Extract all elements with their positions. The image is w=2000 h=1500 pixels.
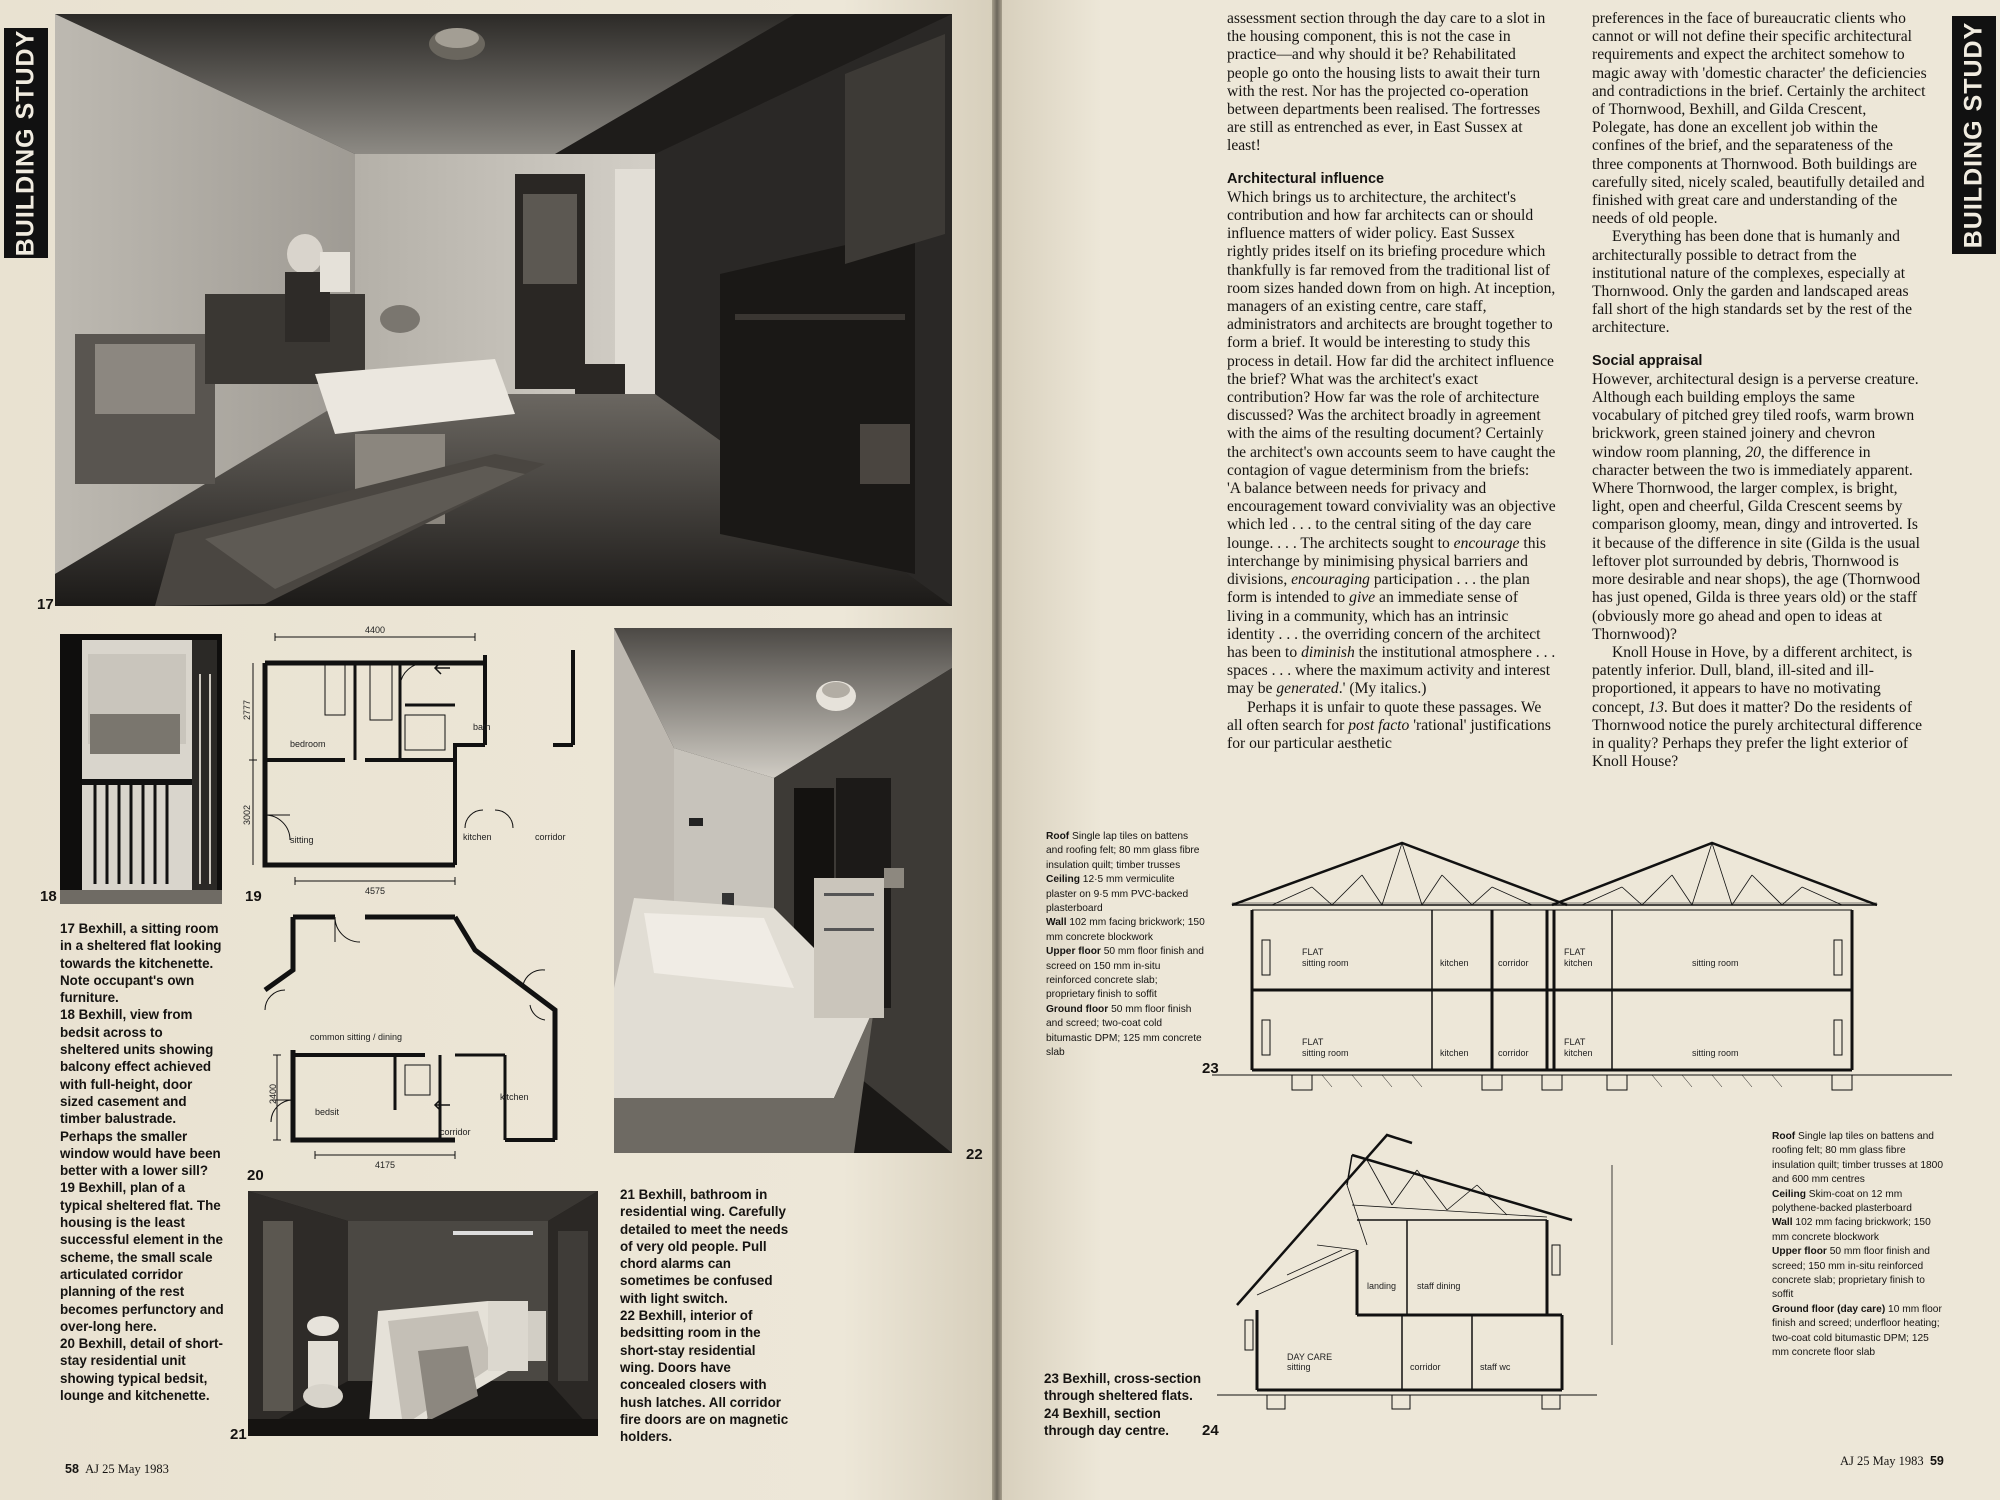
sec24-landing: landing: [1367, 1281, 1397, 1291]
col1-paragraph-3: Perhaps it is unfair to quote these passages. We all often search for post facto 'rational' justifications for our particular aesthetic: [1227, 698, 1551, 752]
figure-number-23: 23: [1202, 1060, 1219, 1077]
caption-figures-23-24: [1044, 1370, 1209, 1439]
article-column-1: [1227, 10, 1557, 753]
col2-paragraph-1: preferences in the face of bureaucratic clients who cannot or will not define their specific architectural requirements and expect the architect somehow to magic away with 'domestic character' the deficiencies and contradictions in the brief. Certainly the architect of Thornwood, Bexhill, and Gilda Crescent, Polegate, has done an excellent job within the confines of the brief, and the separateness of the three components at Thornwood. Both buildings are carefully sited, nicely scaled, beautifully detailed and finished with great care and understanding of the needs of old people.: [1592, 10, 1927, 228]
sec23-lower-sitting-1: sitting room: [1302, 1048, 1349, 1058]
bedroom-photo-image: [614, 628, 952, 1153]
spec23-item: Roof Single lap tiles on battens and roofing felt; 80 mm glass fibre insulation quilt; timber trusses: [1046, 831, 1200, 871]
caption-21: 21 Bexhill, bathroom in residential wing. Carefully detailed to meet the needs of very old people. Pull chord alarms can sometimes be confused with light switch.: [620, 1187, 789, 1306]
sec23-lower-flat-1: FLAT: [1302, 1037, 1324, 1047]
sec23-upper-flat-1: FLAT: [1302, 947, 1324, 957]
sitting-room-photo-image: [55, 14, 952, 606]
caption-24: 24 Bexhill, section through day centre.: [1044, 1405, 1169, 1438]
heading-social-appraisal: Social appraisal: [1592, 352, 1703, 369]
figure-number-21: 21: [230, 1426, 247, 1443]
photo-21-bathroom: [248, 1191, 598, 1436]
plan-19-sheltered-flat: [242, 625, 605, 896]
sec23-upper-corridor: corridor: [1498, 958, 1529, 968]
plan20-room-common-sitting-dining: common sitting / dining: [310, 1032, 403, 1042]
figure-number-17: 17: [37, 596, 54, 613]
photo-22-bedsitting-room: [614, 628, 952, 1153]
sec24-corridor: corridor: [1410, 1362, 1441, 1372]
sec23-upper-sitting-2: sitting room: [1692, 958, 1739, 968]
caption-18: 18 Bexhill, view from bedsit across to sheltered units showing balcony effect achieved with full-height, door sized casement and timber balustrade. Perhaps the smaller window would have been better with a lower sill?: [60, 1007, 221, 1179]
plan19-room-sitting: sitting: [290, 835, 314, 845]
article-column-2: [1592, 10, 1927, 771]
photo-18-balcony-door: [60, 634, 222, 904]
figure-number-19: 19: [245, 888, 262, 905]
col2-paragraph-2: Everything has been done that is humanly and architecturally possible to detract from the institutional nature of the complexes, especially at Thornwood. Only the garden and landscaped areas fall short of the high standards set by the rest of the architecture.: [1592, 228, 1913, 337]
figure-number-20: 20: [247, 1167, 264, 1184]
spec24-item: Wall 102 mm facing brickwork; 150 mm concrete blockwork: [1772, 1217, 1931, 1243]
spec24-item: Roof Single lap tiles on battens and roofing felt; 80 mm glass fibre insulation quilt; timber trusses at 1800 and 600 mm centres: [1772, 1131, 1944, 1186]
plan20-room-corridor: corridor: [440, 1127, 471, 1137]
figure-number-24: 24: [1202, 1422, 1219, 1439]
sec23-lower-flat-2: FLAT: [1564, 1037, 1586, 1047]
plan20-room-bedsit: bedsit: [315, 1107, 340, 1117]
left-page: [0, 0, 992, 1500]
folio-left: 58 AJ 25 May 1983: [65, 1462, 169, 1476]
sec23-upper-flat-2: FLAT: [1564, 947, 1586, 957]
sec24-sitting: sitting: [1287, 1362, 1311, 1372]
plan19-room-bath: bath: [473, 722, 491, 732]
spec-notes-section-24: [1772, 1130, 1947, 1361]
plan19-room-corridor: corridor: [535, 832, 566, 842]
sec23-upper-sitting-1: sitting room: [1302, 958, 1349, 968]
col1-paragraph-1: assessment section through the day care to a slot in the housing component, this is not the case in practice—and why should it be? Rehabilitated people go onto the housing lists to await their turn with the rest. Nor has the projected co-operation between departments been realised. The fortresses are still as entrenched as ever, in East Sussex at least!: [1227, 10, 1546, 155]
folio-right: AJ 25 May 1983 59: [1840, 1454, 1944, 1468]
plan-20-bedsit-unit: [255, 910, 600, 1170]
figure-number-22: 22: [966, 1146, 983, 1163]
sec23-lower-kitchen-1: kitchen: [1440, 1048, 1469, 1058]
plan19-dim-top: 4400: [364, 625, 386, 635]
sec24-staff-wc: staff wc: [1480, 1362, 1511, 1372]
plan20-room-kitchen: kitchen: [500, 1092, 529, 1102]
sec23-lower-kitchen-2: kitchen: [1564, 1048, 1593, 1058]
spec24-item: Ceiling Skim-coat on 12 mm polythene-backed plasterboard: [1772, 1188, 1912, 1215]
heading-architectural-influence: Architectural influence: [1227, 170, 1385, 187]
spec24-item: Ground floor (day care) 10 mm floor finish and screed; underfloor heating; two-coat cold bitumastic DPM; 125 mm concrete floor slab: [1772, 1303, 1942, 1359]
plan19-room-bedroom: bedroom: [290, 739, 326, 749]
spec23-item: Ceiling 12·5 mm vermiculite plaster on 9·5 mm PVC-backed plasterboard: [1046, 874, 1189, 915]
caption-23: 23 Bexhill, cross-section through sheltered flats.: [1044, 1371, 1202, 1404]
right-page: [1002, 0, 2000, 1500]
col1-quote: 'A balance between needs for privacy and encouragement toward conviviality was an objective which led . . . to the central siting of the day care lounge. . . . The architects sought to encourage this interchange by minimising physical barriers and divisions, encouraging participation . . . the plan form is intended to give an immediate sense of living in a community, which has an intrinsic identity . . . the overriding concern of the architect has been to diminish the institutional atmosphere . . . spaces . . . where the maximum activity and interest may be generated.' (My italics.): [1227, 480, 1556, 698]
spec23-item: Wall 102 mm facing brickwork; 150 mm concrete blockwork: [1046, 917, 1205, 943]
sec24-staff-dining: staff dining: [1417, 1281, 1461, 1291]
balcony-photo-image: [60, 634, 222, 904]
plan19-dim-left-lower: 3002: [242, 804, 252, 825]
bathroom-photo-image: [248, 1191, 598, 1436]
caption-19: 19 Bexhill, plan of a typical sheltered flat. The housing is the least successful element in the scheme, the small scale articulated corridor planning of the rest becomes perfunctory and over-long here.: [60, 1180, 224, 1334]
sec24-day-care: DAY CARE: [1287, 1352, 1333, 1362]
photo-17-sitting-room: [55, 14, 952, 606]
figure-number-18: 18: [40, 888, 57, 905]
caption-figures-17-20: [60, 920, 225, 1404]
caption-22: 22 Bexhill, interior of bedsitting room in the short-stay residential wing. Doors have concealed closers with hush latches. All corridor fire doors are on magnetic holders.: [620, 1308, 789, 1445]
spine-gutter: [992, 0, 1002, 1500]
sec23-upper-kitchen-1: kitchen: [1440, 958, 1469, 968]
spec23-item: Upper floor 50 mm floor finish and screed on 150 mm in-situ reinforced concrete slab; proprietary finish to soffit: [1046, 946, 1204, 1001]
sec23-lower-corridor: corridor: [1498, 1048, 1529, 1058]
plan19-dim-left-upper: 2777: [242, 699, 252, 720]
sec23-lower-sitting-2: sitting room: [1692, 1048, 1739, 1058]
section-tab-left: BUILDING STUDY: [4, 28, 48, 258]
spec24-item: Upper floor 50 mm floor finish and screed; 150 mm in-situ reinforced concrete slab; proprietary finish to soffit: [1772, 1246, 1930, 1301]
plan19-room-kitchen: kitchen: [463, 832, 492, 842]
plan20-dim-bottom: 4175: [374, 1160, 396, 1170]
spec-notes-section-23: [1046, 830, 1206, 1061]
caption-17: 17 Bexhill, a sitting room in a sheltered flat looking towards the kitchenette. Note occupant's own furniture.: [60, 921, 222, 1006]
col2-paragraph-3: However, architectural design is a perverse creature. Although each building employs the same vocabulary of pitched grey tiled roofs, warm brown brickwork, green stained joinery and chevron window room planning, 20, the difference in character between the two is immediately apparent. Where Thornwood, the larger complex, is bright, light, open and cheerful, Gilda Crescent seems by comparison gloomy, mean, dingy and introverted. Is it because of the difference in site (Gilda is the usual leftover plot surrounded by debris, Thornwood is more desirable and near shops), the age (Thornwood has just opened, Gilda is three years old) or the staff (obviously more go ahead and open to ideas at Thornwood)?: [1592, 370, 1921, 643]
plan20-dim-left: 2400: [268, 1083, 278, 1104]
caption-figures-21-22: [620, 1186, 792, 1445]
caption-20: 20 Bexhill, detail of short-stay residential unit showing typical bedsit, lounge and kitchenette.: [60, 1336, 223, 1404]
section-tab-right: BUILDING STUDY: [1952, 16, 1996, 254]
sec23-upper-kitchen-2: kitchen: [1564, 958, 1593, 968]
col1-paragraph-2: Which brings us to architecture, the architect's contribution and how far architects can or should influence matters of wider policy. East Sussex rightly prides itself on its briefing procedure which thankfully is far removed from the traditional list of room sizes handed down from on high. At inception, managers of an existing centre, care staff, administrators and architects are brought together to form a brief. It would be interesting to study this process in detail. How far did the architect influence the brief? What was the architect's exact contribution? How far was the role of architecture discussed? Was the architect broadly in agreement with the aims of the resulting document? Certainly the architect's own accounts seem to have caught the contagion of vague determinism from the briefs:: [1227, 188, 1556, 479]
spec23-item: Ground floor 50 mm floor finish and screed; two-coat cold bitumastic DPM; 125 mm concrete slab: [1046, 1003, 1202, 1059]
col2-paragraph-4: Knoll House in Hove, by a different architect, is patently inferior. Dull, bland, ill-sited and ill-proportioned, it appears to have no motivating concept, 13. But does it matter? Do the residents of Thornwood notice the purely architectural difference in quality? Perhaps they prefer the light exterior of Knoll House?: [1592, 643, 1923, 771]
plan19-dim-bottom: 4575: [364, 886, 386, 896]
section-23-sheltered-flats: [1212, 835, 1972, 1095]
section-24-day-centre: [1217, 1125, 1637, 1415]
